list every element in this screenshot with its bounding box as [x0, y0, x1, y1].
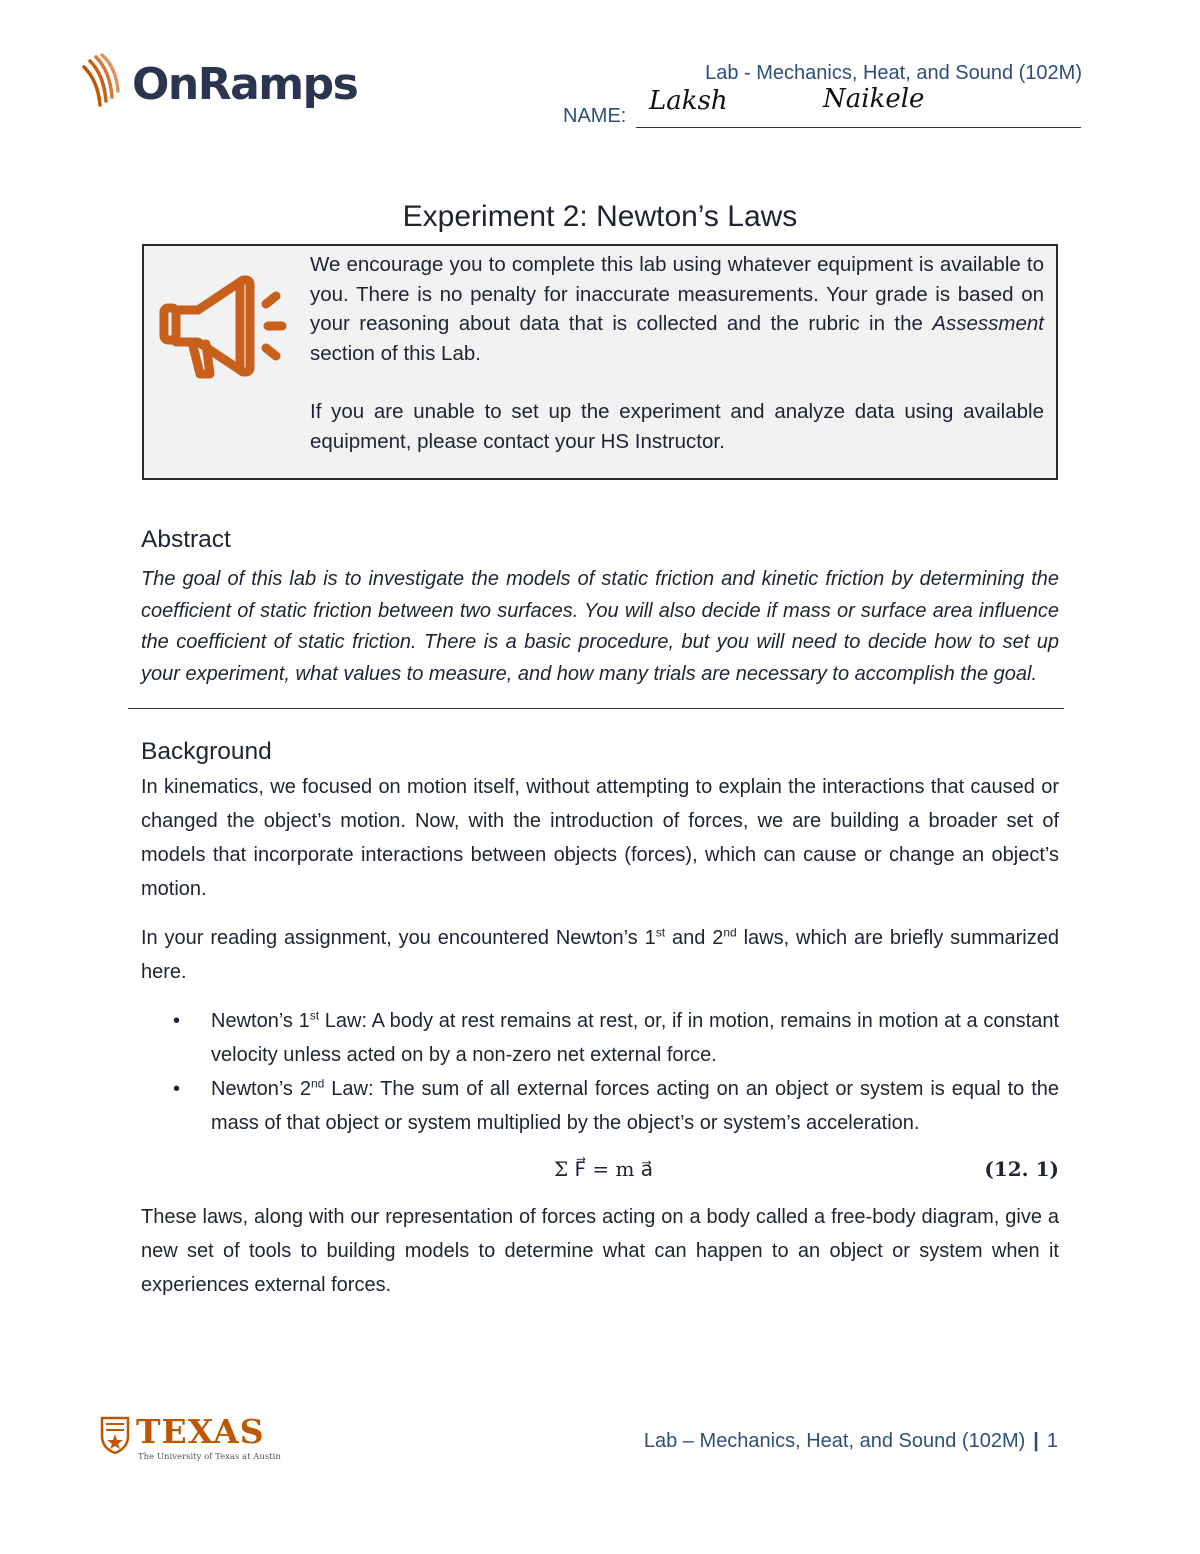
onramps-logo-icon	[76, 53, 126, 115]
notice-callout	[142, 244, 1058, 480]
texas-wordmark: TEXAS	[136, 1412, 265, 1451]
name-label: NAME:	[563, 105, 627, 127]
callout-paragraph-2: If you are unable to set up the experiment and analyze data using available equipment, please contact your HS Instructor.	[310, 400, 1044, 453]
assessment-emphasis: Assessment	[932, 312, 1044, 335]
abstract-text: The goal of this lab is to investigate the models of static friction and kinetic friction by determining the coefficient of static friction between two surfaces. You will also decide if mass or surface area influence the coefficient of static friction. There is a basic procedure, but you will need to decide how to set up your experiment, what values to measure, and how many trials are necessary to accomplish the goal.	[141, 568, 1059, 685]
equation-number: (12. 1)	[984, 1157, 1059, 1181]
section-divider	[128, 708, 1064, 709]
callout-text	[310, 250, 1044, 456]
header-course-title: Lab - Mechanics, Heat, and Sound (102M)	[705, 62, 1082, 84]
background-paragraph-3: These laws, along with our representation of forces acting on a body called a free-body diagram, give a new set of tools to building models to determine what can happen to an object or system when it experiences external forces.	[141, 1206, 1059, 1296]
megaphone-icon	[158, 272, 298, 384]
abstract-heading: Abstract	[141, 526, 231, 553]
newton-second-law-equation: Σ F⃗ = m a⃗	[554, 1157, 654, 1181]
ut-austin-logo	[100, 1412, 281, 1466]
background-paragraph-2: In your reading assignment, you encountered Newton’s 1st and 2nd laws, which are briefly summarized here.	[141, 925, 1059, 983]
equation-row	[141, 1152, 1059, 1186]
background-paragraph-1: In kinematics, we focused on motion itself, without attempting to explain the interactions that caused or changed the object’s motion. Now, with the introduction of forces, we are building a broader set of models that incorporate interactions between objects (forces), which can cause or change an object’s motion.	[141, 776, 1059, 900]
handwritten-signature	[643, 82, 983, 130]
footer-course-title: Lab – Mechanics, Heat, and Sound (102M)	[643, 1430, 1026, 1452]
logo-text: OnRamps	[132, 58, 358, 110]
footer-separator: |	[1033, 1430, 1039, 1452]
page-number: 1	[1046, 1430, 1058, 1452]
list-item-law-1: • Newton’s 1st Law: A body at rest remains at rest, or, if in motion, remains in motion at a constant velocity unless acted on by a non-zero net external force.	[141, 1004, 1059, 1072]
footer	[644, 1430, 1058, 1453]
onramps-logo	[76, 48, 366, 120]
name-field	[563, 84, 1081, 128]
background-heading: Background	[141, 738, 272, 765]
ut-shield-icon	[100, 1416, 130, 1454]
signature-first-name: Laksh	[649, 86, 728, 116]
list-item-law-2: • Newton’s 2nd Law: The sum of all external forces acting on an object or system is equal to the mass of that object or system multiplied by the object’s or system’s acceleration.	[141, 1072, 1059, 1140]
page-title: Experiment 2: Newton’s Laws	[402, 200, 798, 233]
laws-list	[141, 1004, 1059, 1140]
callout-paragraph-1: We encourage you to complete this lab using whatever equipment is available to you. There is no penalty for inaccurate measurements. Your grade is based on your reasoning about data that is collected and the rubric in the Assessment section of this Lab.	[310, 253, 1044, 365]
texas-subtitle: The University of Texas at Austin	[138, 1452, 281, 1462]
background-text	[141, 770, 1059, 1317]
signature-last-name: Naikele	[823, 84, 925, 114]
